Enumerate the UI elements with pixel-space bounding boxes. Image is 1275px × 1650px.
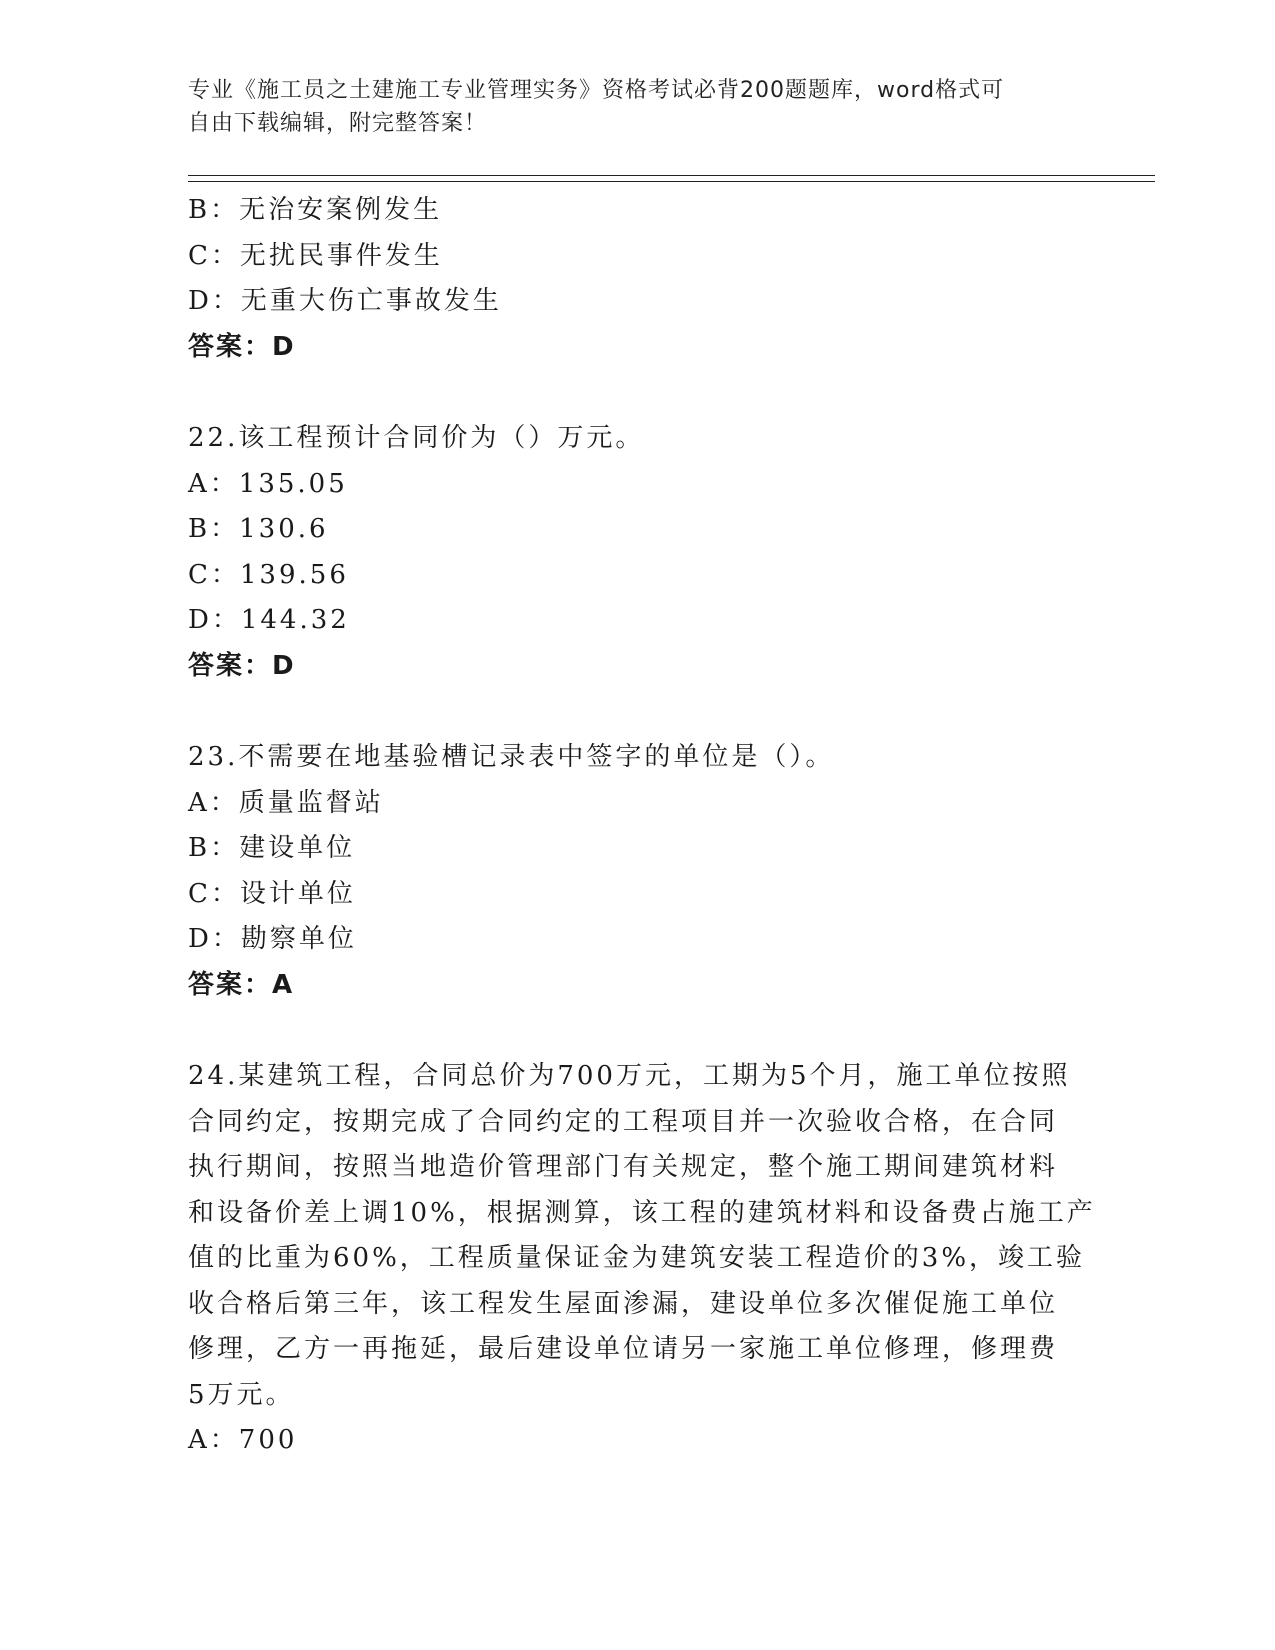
- question-text-line: 合同约定，按期完成了合同约定的工程项目并一次验收合格，在合同: [188, 1106, 1059, 1137]
- header-divider-bottom: [188, 181, 1155, 182]
- question-24: [188, 1054, 1096, 1464]
- option-b: B：130.6: [188, 514, 329, 544]
- header-line-2: 自由下载编辑，附完整答案！: [188, 111, 488, 136]
- option-c: C：139.56: [188, 559, 349, 590]
- option-c: C：无扰民事件发生: [188, 240, 443, 271]
- question-text-line: 执行期间，按照当地造价管理部门有关规定，整个施工期间建筑材料: [188, 1152, 1059, 1182]
- option-d: D：144.32: [188, 605, 350, 635]
- document-header: [188, 74, 1068, 140]
- answer: 答案：A: [188, 969, 295, 1000]
- question-list: [188, 188, 1096, 1464]
- spacer: [188, 689, 1088, 735]
- option-b: B：无治安案例发生: [188, 195, 443, 225]
- option-a: A：700: [188, 1425, 298, 1455]
- question-text-line: 值的比重为60%，工程质量保证金为建筑安装工程造价的3%，竣工验: [188, 1243, 1086, 1273]
- option-a: A：135.05: [188, 468, 348, 499]
- question-text-line: 5万元。: [188, 1379, 295, 1410]
- option-a: A：质量监督站: [188, 787, 384, 818]
- question-text-line: 24.某建筑工程，合同总价为700万元，工期为5个月，施工单位按照: [188, 1061, 1071, 1091]
- option-d: D：勘察单位: [188, 924, 357, 954]
- question-text-line: 修理，乙方一再拖延，最后建设单位请另一家施工单位修理，修理费: [188, 1334, 1059, 1364]
- option-d: D：无重大伤亡事故发生: [188, 286, 502, 316]
- answer: 答案：D: [188, 331, 296, 362]
- question-23: [188, 735, 1088, 1008]
- question-text-line: 收合格后第三年，该工程发生屋面渗漏，建设单位多次催促施工单位: [188, 1288, 1059, 1319]
- question-21: [188, 188, 1088, 370]
- option-b: B：建设单位: [188, 833, 356, 863]
- header-divider-top: [188, 175, 1155, 176]
- question-text: 22.该工程预计合同价为（）万元。: [188, 423, 645, 453]
- question-text-line: 和设备价差上调10%，根据测算，该工程的建筑材料和设备费占施工产: [188, 1197, 1096, 1228]
- header-line-1: 专业《施工员之土建施工专业管理实务》资格考试必背200题题库，word格式可: [188, 78, 1005, 103]
- option-c: C：设计单位: [188, 878, 356, 909]
- spacer: [188, 370, 1088, 416]
- spacer: [188, 1008, 1088, 1054]
- question-22: [188, 416, 1088, 689]
- answer: 答案：D: [188, 650, 296, 681]
- question-text: 23.不需要在地基验槽记录表中签字的单位是（）。: [188, 742, 835, 772]
